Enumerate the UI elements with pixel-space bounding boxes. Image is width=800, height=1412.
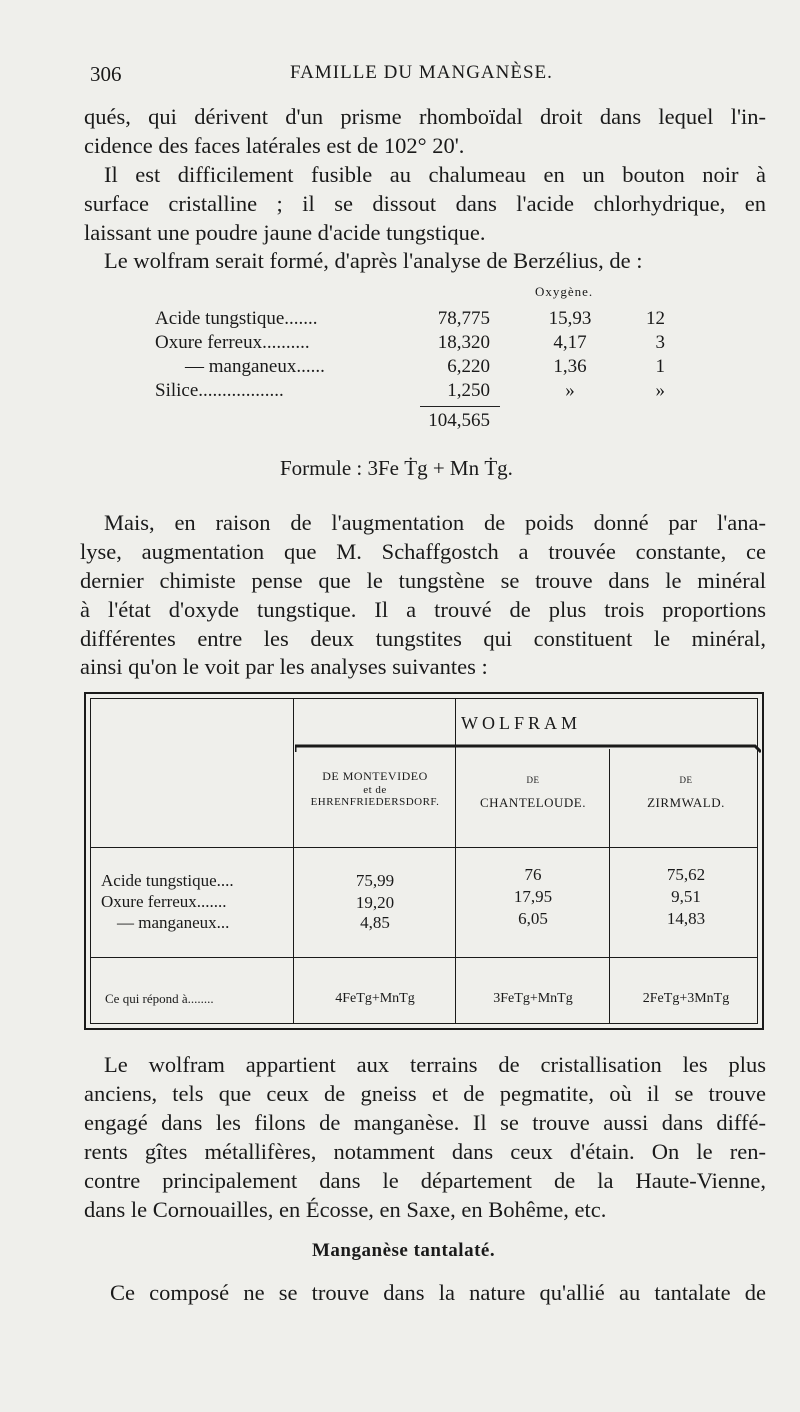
column-header-montevideo <box>297 769 453 808</box>
analysis-row <box>155 332 675 356</box>
text-line: ainsi qu'on le voit par les analyses suivantes : <box>80 654 488 679</box>
running-title: FAMILLE DU MANGANÈSE. <box>290 62 553 83</box>
text-line: qués, qui dérivent d'un prisme rhomboïdal droit dans lequel l'in- <box>84 104 766 129</box>
column-header-chanteloude <box>457 775 609 811</box>
text-line: rents gîtes métallifères, notamment dans ceux d'étain. On le ren- <box>84 1139 766 1164</box>
analysis-label: Silice.................. <box>155 380 284 401</box>
text-line: cidence des faces latérales est de 102° 20'. <box>84 133 465 158</box>
section-title: Manganèse tantalaté. <box>312 1240 496 1261</box>
formula: Formule : 3Fe Ṫg + Mn Ṫg. <box>280 456 513 480</box>
wolfram-analyses-table <box>84 692 764 1030</box>
column-header-zirmwald <box>611 775 761 811</box>
oxygen-header: Oxygène. <box>535 284 594 299</box>
text-line: dans le Cornouailles, en Écosse, en Saxe, en Bohême, etc. <box>84 1197 607 1222</box>
analysis-label: — manganeux...... <box>185 356 325 377</box>
page-number: 306 <box>90 62 122 86</box>
analysis-oxygen: 1,36 <box>553 356 587 377</box>
text-line: surface cristalline ; il se dissout dans l'acide chlorhydrique, en <box>84 191 766 216</box>
cell-value: 19,20 <box>355 893 395 912</box>
header-brace <box>295 743 761 753</box>
page-header <box>90 62 780 90</box>
analysis-oxygen: 15,93 <box>548 308 592 329</box>
analysis-row <box>155 356 675 380</box>
footer-label: Ce qui répond à........ <box>105 991 214 1006</box>
cell-value: 76 <box>524 865 542 884</box>
column-divider <box>293 699 294 1023</box>
sum-rule <box>420 406 500 407</box>
cell-value: 9,51 <box>671 887 701 906</box>
analysis-row <box>155 308 675 332</box>
analysis-total: 104,565 <box>428 410 490 431</box>
analysis-ratio: 1 <box>655 356 665 377</box>
footer-formula: 4FeTg+MnTg <box>335 991 415 1006</box>
analysis-oxygen: 4,17 <box>553 332 587 353</box>
cell-value: 17,95 <box>513 887 553 906</box>
column-header-line: DE <box>679 775 693 785</box>
text-line: dernier chimiste pense que le tungstène se trouve dans le minéral <box>80 568 766 593</box>
analysis-label: Acide tungstique....... <box>155 308 318 329</box>
column-header-line: DE MONTEVIDEO <box>322 769 428 783</box>
analysis-ratio: » <box>655 380 665 401</box>
column-header-line: CHANTELOUDE. <box>479 795 586 810</box>
text-line: engagé dans les filons de manganèse. Il se trouve aussi dans diffé- <box>84 1110 766 1135</box>
footer-rule <box>91 957 757 958</box>
text-line: différentes entre les deux tungstites qui constituent le minéral, <box>80 626 766 651</box>
text-line: lyse, augmentation que M. Schaffgostch a trouvée constante, ce <box>80 539 766 564</box>
header-rule <box>91 847 757 848</box>
analysis-value: 6,220 <box>447 356 490 377</box>
column-header-line: ZIRMWALD. <box>647 795 725 810</box>
text-line: à l'état d'oxyde tungstique. Il a trouvé de plus trois proportions <box>80 597 766 622</box>
text-line: Le wolfram serait formé, d'après l'analyse de Berzélius, de : <box>104 248 643 273</box>
analysis-ratio: 3 <box>655 332 665 353</box>
cell-value: 75,99 <box>355 871 395 890</box>
column-header-line: DE <box>526 775 540 785</box>
text-line: Mais, en raison de l'augmentation de poids donné par l'ana- <box>104 510 766 535</box>
table-inner-frame <box>90 698 758 1024</box>
row-label: Oxure ferreux....... <box>101 892 227 911</box>
row-label: Acide tungstique.... <box>101 871 234 890</box>
footer-formula: 2FeTg+3MnTg <box>642 991 730 1006</box>
column-divider <box>609 749 610 1023</box>
text-line: laissant une poudre jaune d'acide tungstique. <box>84 220 486 245</box>
cell-value: 4,85 <box>360 913 390 932</box>
analysis-value: 78,775 <box>437 308 490 329</box>
text-line: Il est difficilement fusible au chalumeau en un bouton noir à <box>104 162 766 187</box>
table-group-header: WOLFRAM <box>461 713 582 733</box>
row-label: — manganeux... <box>117 913 230 932</box>
analysis-row <box>155 380 675 404</box>
text-line: Ce composé ne se trouve dans la nature qu'allié au tantalate de <box>110 1280 766 1305</box>
analysis-value: 1,250 <box>447 380 490 401</box>
text-line: Le wolfram appartient aux terrains de cristallisation les plus <box>104 1052 766 1077</box>
column-header-line: et de <box>363 784 387 796</box>
cell-value: 14,83 <box>666 909 706 928</box>
footer-formula: 3FeTg+MnTg <box>493 991 573 1006</box>
analysis-label: Oxure ferreux.......... <box>155 332 310 353</box>
column-header-line: EHRENFRIEDERSDORF. <box>310 796 440 808</box>
analysis-value: 18,320 <box>437 332 490 353</box>
analysis-oxygen: » <box>565 380 575 401</box>
text-line: contre principalement dans le département de la Haute-Vienne, <box>84 1168 766 1193</box>
analysis-ratio: 12 <box>646 308 665 329</box>
cell-value: 6,05 <box>518 909 548 928</box>
cell-value: 75,62 <box>666 865 706 884</box>
text-line: anciens, tels que ceux de gneiss et de pegmatite, où il se trouve <box>84 1081 766 1106</box>
